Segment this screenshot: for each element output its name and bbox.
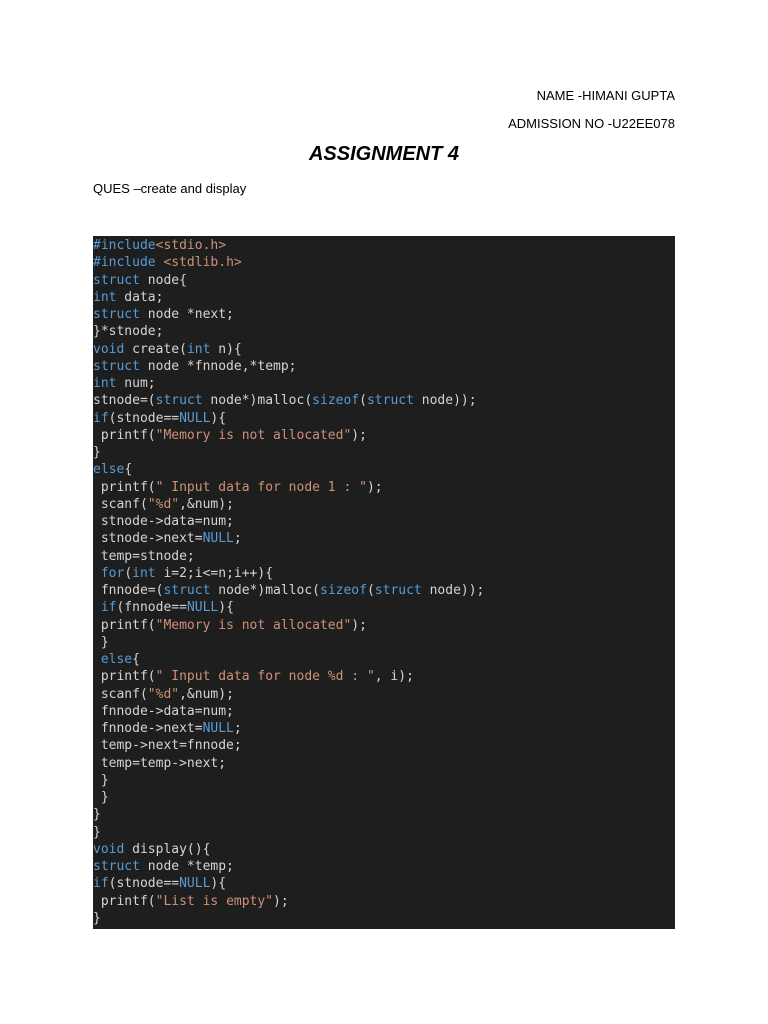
code-line xyxy=(93,496,675,513)
code-keyword: int xyxy=(93,289,117,305)
code-keyword: NULL xyxy=(179,876,211,892)
code-text: node*)malloc( xyxy=(210,583,320,598)
code-string: <stdio.h> xyxy=(155,238,227,253)
code-text: printf( xyxy=(93,617,156,633)
code-line xyxy=(93,737,675,754)
code-line xyxy=(93,289,675,306)
code-keyword: for xyxy=(100,565,125,581)
code-keyword: if xyxy=(93,876,109,892)
code-text: { xyxy=(132,652,140,667)
code-text: fnnode->next= xyxy=(93,721,203,736)
code-text: printf( xyxy=(93,479,156,495)
code-line xyxy=(93,824,675,841)
code-line xyxy=(93,479,675,496)
code-keyword: struct xyxy=(366,393,414,409)
code-text: create( xyxy=(124,341,187,357)
code-text: node)); xyxy=(421,583,485,598)
code-line xyxy=(93,306,675,323)
code-text: ,&num); xyxy=(179,686,234,702)
code-line xyxy=(93,875,675,892)
code-keyword: struct xyxy=(155,393,203,409)
code-text: temp=stnode; xyxy=(93,548,195,564)
code-line xyxy=(93,806,675,823)
code-text: node)); xyxy=(413,393,477,409)
code-line xyxy=(93,410,675,427)
code-line xyxy=(93,599,675,616)
code-keyword: struct xyxy=(93,307,140,322)
code-text: ){ xyxy=(210,410,227,426)
code-line xyxy=(93,634,675,651)
code-text: ); xyxy=(273,893,289,909)
code-line xyxy=(93,582,675,599)
code-text: node *next; xyxy=(139,307,234,322)
student-name: NAME -HIMANI GUPTA xyxy=(536,88,675,103)
code-text: stnode->data=num; xyxy=(93,514,234,529)
code-keyword: else xyxy=(93,462,125,478)
code-text: ( xyxy=(124,565,133,581)
question-text: QUES –create and display xyxy=(93,181,247,196)
admission-number: ADMISSION NO -U22EE078 xyxy=(508,116,675,131)
code-text: ){ xyxy=(210,876,227,892)
code-text: node*)malloc( xyxy=(202,393,313,409)
code-line xyxy=(93,444,675,461)
code-keyword: struct xyxy=(374,583,422,598)
code-string: "Memory is not allocated" xyxy=(155,427,352,443)
code-keyword: void xyxy=(93,341,125,357)
code-keyword: struct xyxy=(163,583,211,598)
code-line xyxy=(93,272,675,289)
code-text: ; xyxy=(233,531,242,547)
code-keyword: void xyxy=(93,841,125,857)
code-line xyxy=(93,513,675,530)
code-keyword: struct xyxy=(93,272,140,288)
code-line xyxy=(93,237,675,254)
page-title: ASSIGNMENT 4 xyxy=(308,143,460,165)
code-text: n){ xyxy=(210,341,242,357)
code-text: fnnode=( xyxy=(93,583,164,598)
code-keyword: else xyxy=(100,652,133,667)
code-keyword: NULL xyxy=(202,531,234,547)
code-text: , i); xyxy=(374,669,414,685)
code-text: ,&num); xyxy=(179,496,234,512)
code-line xyxy=(93,910,675,927)
code-keyword: int xyxy=(132,565,156,581)
code-text: node *temp; xyxy=(139,859,234,874)
code-line xyxy=(93,772,675,789)
code-text: ( xyxy=(359,393,367,409)
code-line xyxy=(93,427,675,444)
code-line xyxy=(93,548,675,565)
code-keyword: NULL xyxy=(179,410,211,426)
code-keyword: if xyxy=(100,600,117,616)
code-line xyxy=(93,858,675,875)
code-text: printf( xyxy=(93,669,156,685)
code-string: "%d" xyxy=(147,686,180,702)
code-line xyxy=(93,254,675,271)
code-text: } xyxy=(93,445,101,460)
code-line xyxy=(93,341,675,358)
code-text: display(){ xyxy=(124,841,211,857)
code-text: ( xyxy=(366,583,375,598)
code-text: } xyxy=(93,824,101,840)
code-text: } xyxy=(93,790,109,805)
code-string: "%d" xyxy=(147,496,180,512)
code-text: data; xyxy=(116,289,164,305)
code-keyword: struct xyxy=(93,859,140,874)
code-line xyxy=(93,375,675,392)
code-keyword: if xyxy=(93,410,109,426)
code-line xyxy=(93,720,675,737)
code-keyword: struct xyxy=(93,358,140,374)
code-text: i=2;i<=n;i++){ xyxy=(155,565,274,581)
code-line xyxy=(93,755,675,772)
code-string: "List is empty" xyxy=(155,893,274,909)
code-line xyxy=(93,530,675,547)
code-text: ); xyxy=(351,617,367,633)
code-text xyxy=(93,566,101,581)
code-text: } xyxy=(93,910,101,926)
code-line xyxy=(93,668,675,685)
code-text: node{ xyxy=(139,272,187,288)
code-text: stnode=( xyxy=(93,393,156,409)
code-text: printf( xyxy=(93,427,156,443)
code-line xyxy=(93,703,675,720)
code-text: num; xyxy=(116,376,156,391)
code-text: temp=temp->next; xyxy=(93,755,227,771)
code-line xyxy=(93,358,675,375)
code-text: temp->next=fnnode; xyxy=(93,738,242,754)
code-line xyxy=(93,893,675,910)
code-text: printf( xyxy=(93,893,156,909)
code-line xyxy=(93,617,675,634)
code-text: } xyxy=(93,807,101,823)
code-keyword: #include xyxy=(93,255,164,271)
code-text: } xyxy=(93,634,109,650)
code-text: (fnnode== xyxy=(116,600,187,616)
code-text: ; xyxy=(233,721,242,736)
code-keyword: NULL xyxy=(202,721,234,736)
code-keyword: NULL xyxy=(186,600,219,616)
code-line xyxy=(93,841,675,858)
code-string: "Memory is not allocated" xyxy=(155,617,352,633)
code-line xyxy=(93,565,675,582)
code-text: ){ xyxy=(218,600,234,616)
code-keyword: int xyxy=(93,376,117,391)
code-text: node *fnnode,*temp; xyxy=(139,358,297,374)
code-keyword: sizeof xyxy=(320,583,367,598)
code-text: }*stnode; xyxy=(93,324,164,340)
code-keyword: #include xyxy=(93,238,156,253)
code-text: fnnode->data=num; xyxy=(93,703,234,719)
code-line xyxy=(93,651,675,668)
code-line xyxy=(93,461,675,478)
code-keyword: int xyxy=(186,341,211,357)
code-string: " Input data for node %d : " xyxy=(155,669,375,685)
code-text: { xyxy=(124,462,133,478)
code-text: (stnode== xyxy=(108,410,180,426)
code-keyword: sizeof xyxy=(312,393,360,409)
code-text: ); xyxy=(351,427,367,443)
code-line xyxy=(93,789,675,806)
code-line xyxy=(93,686,675,703)
code-text: ); xyxy=(366,479,383,495)
code-text: } xyxy=(93,772,109,788)
code-text: scanf( xyxy=(93,686,148,702)
code-text xyxy=(93,600,101,615)
code-line xyxy=(93,392,675,409)
code-text: stnode->next= xyxy=(93,531,203,547)
code-string: " Input data for node 1 : " xyxy=(155,479,367,495)
code-line xyxy=(93,323,675,340)
code-text xyxy=(93,652,101,667)
code-block xyxy=(93,236,675,929)
code-text: scanf( xyxy=(93,496,148,512)
code-text: (stnode== xyxy=(108,876,180,892)
code-string: <stdlib.h> xyxy=(163,255,242,271)
